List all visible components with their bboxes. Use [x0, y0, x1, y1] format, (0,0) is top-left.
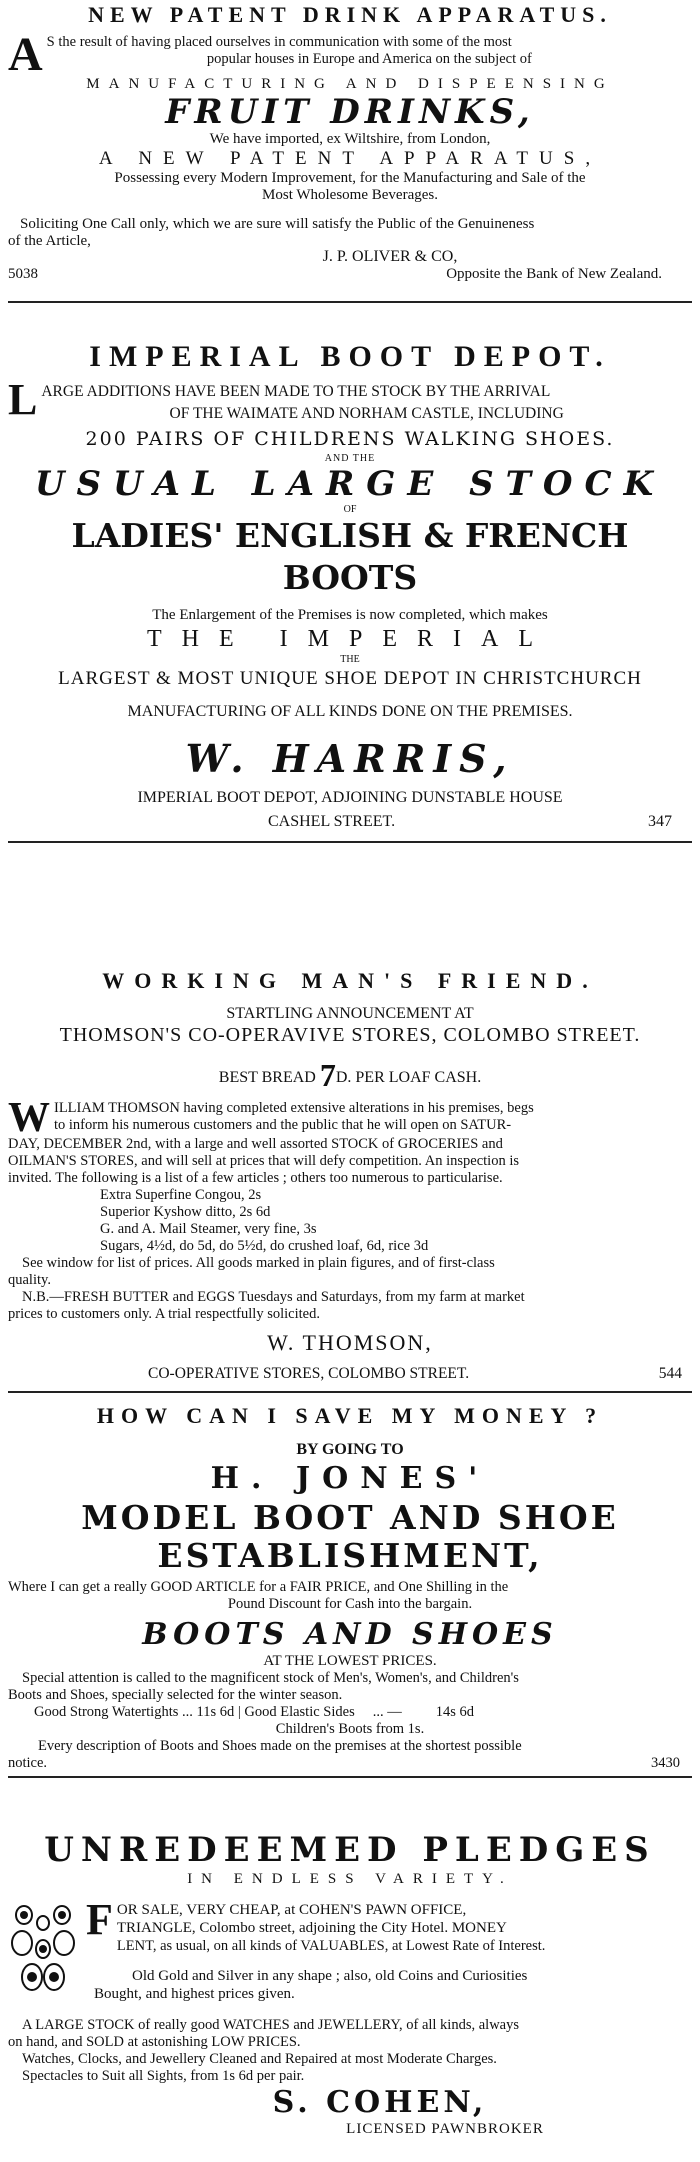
every-line: notice.	[8, 1755, 48, 1771]
licensed-line: LICENSED PAWNBROKER	[346, 2121, 544, 2137]
possessing-line: Most Wholesome Beverages.	[262, 187, 438, 203]
imperial-boot-depot-ad	[8, 339, 692, 967]
manufacturing-heading: MANUFACTURING AND DISPEENSING	[86, 76, 614, 92]
every-line: Every description of Boots and Shoes made on the premises at the shortest possible	[38, 1738, 522, 1754]
ladies-boots-heading: LADIES' ENGLISH & FRENCH BOOTS	[71, 516, 629, 597]
item-line: Superior Kyshow ditto, 2s 6d	[100, 1204, 271, 1220]
working-mans-friend-ad	[8, 967, 692, 1395]
boots-shoes-heading: BOOTS AND SHOES	[142, 1617, 558, 1652]
ad-title: IMPERIAL BOOT DEPOT.	[89, 340, 611, 373]
adjoining-line: IMPERIAL BOOT DEPOT, ADJOINING DUNSTABLE HOUSE	[137, 789, 563, 806]
of-label: OF	[343, 504, 357, 515]
startling-line: STARTLING ANNOUNCEMENT AT	[226, 1005, 474, 1022]
price-line: Good Strong Watertights ... 11s 6d | Good Elastic Sides	[34, 1704, 355, 1720]
ad-title: NEW PATENT DRINK APPARATUS.	[88, 2, 612, 27]
intro-line: popular houses in Europe and America on the subject of	[206, 51, 532, 67]
stock-line: A LARGE STOCK of really good WATCHES and JEWELLERY, of all kinds, always	[22, 2017, 519, 2033]
divider	[8, 1391, 692, 1393]
where-line: Pound Discount for Cash into the bargain.	[227, 1596, 473, 1612]
cohen-heading: S. COHEN,	[272, 2085, 488, 2120]
gold-line: Bought, and highest prices given.	[94, 1986, 295, 2002]
soliciting-line: of the Article,	[8, 233, 91, 249]
nb-line: N.B.—FRESH BUTTER and EGGS Tuesdays and Saturdays, from my farm at market	[22, 1289, 525, 1305]
imported-line: We have imported, ex Wiltshire, from London,	[209, 131, 491, 147]
soliciting-line: Soliciting One Call only, which we are sure will satisfy the Public of the Genuineness	[20, 216, 535, 232]
model-heading: MODEL BOOT AND SHOE	[81, 1498, 619, 1537]
price-value: 14s 6d	[435, 1704, 475, 1720]
divider	[8, 301, 692, 303]
unredeemed-pledges-ad	[8, 1831, 692, 2162]
largest-depot-line: LARGEST & MOST UNIQUE SHOE DEPOT IN CHRISTCHURCH	[58, 668, 642, 689]
depot-line: ARGE ADDITIONS HAVE BEEN MADE TO THE STOCK BY THE ARRIVAL	[41, 383, 551, 400]
spectacles-line: Spectacles to Suit all Sights, from 1s 6d per pair.	[22, 2068, 305, 2084]
fruit-drinks-heading: FRUIT DRINKS,	[165, 92, 535, 132]
ad-number: 347	[648, 813, 672, 830]
street-line: CASHEL STREET.	[268, 813, 396, 830]
variety-line: IN ENDLESS VARIETY.	[187, 1871, 513, 1887]
drop-cap: A	[8, 28, 43, 81]
the-label: THE	[340, 654, 360, 665]
watches-line: Watches, Clocks, and Jewellery Cleaned and Repaired at most Moderate Charges.	[22, 2051, 497, 2067]
ad-number: 5038	[8, 266, 38, 282]
item-line: Extra Superfine Congou, 2s	[100, 1187, 262, 1203]
item-line: G. and A. Mail Steamer, very fine, 3s	[100, 1221, 317, 1237]
and-the: AND THE	[324, 453, 376, 464]
divider	[8, 841, 692, 843]
jones-heading: H. JONES'	[210, 1461, 490, 1496]
children-line: Children's Boots from 1s.	[275, 1721, 425, 1737]
ad-number: 3430	[651, 1755, 680, 1771]
body-line: invited. The following is a list of a few articles ; others too numerous to particularise.	[8, 1170, 503, 1186]
body-line: to inform his numerous customers and the public that he will open on SATUR-	[54, 1117, 512, 1133]
manufacturing-line: MANUFACTURING OF ALL KINDS DONE ON THE PREMISES.	[127, 703, 573, 720]
special-line: Boots and Shoes, specially selected for the winter season.	[8, 1687, 343, 1703]
possessing-line: Possessing every Modern Improvement, for the Manufacturing and Sale of the	[114, 170, 586, 186]
usual-stock-heading: USUAL LARGE STOCK	[34, 464, 666, 504]
drop-cap: W	[8, 1095, 50, 1141]
drop-cap: L	[8, 375, 38, 424]
body-line: OILMAN'S STORES, and will sell at prices that will defy competition. An inspection is	[8, 1153, 520, 1169]
childrens-shoes-line: 200 PAIRS OF CHILDRENS WALKING SHOES.	[85, 428, 615, 450]
bread-label: BEST BREAD	[218, 1069, 316, 1086]
special-line: Special attention is called to the magnificent stock of Men's, Women's, and Children's	[22, 1670, 519, 1686]
establishment-heading: ESTABLISHMENT,	[157, 1536, 543, 1575]
sale-line: OR SALE, VERY CHEAP, at COHEN'S PAWN OFFICE,	[116, 1902, 467, 1918]
harris-heading: W. HARRIS,	[185, 736, 515, 781]
window-line: See window for list of prices. All goods marked in plain figures, and of first-class	[22, 1255, 495, 1271]
nb-line: prices to customers only. A trial respectfully solicited.	[8, 1306, 320, 1322]
ad-title: WORKING MAN'S FRIEND.	[102, 968, 598, 993]
ad-title: UNREDEEMED PLEDGES	[44, 1830, 656, 1870]
enlargement-line: The Enlargement of the Premises is now completed, which makes	[152, 607, 548, 623]
patent-heading: A NEW PATENT APPARATUS,	[98, 148, 602, 169]
lowest-prices: AT THE LOWEST PRICES.	[263, 1653, 437, 1669]
where-line: Where I can get a really GOOD ARTICLE for a FAIR PRICE, and One Shilling in the	[8, 1579, 509, 1595]
model-boot-shoe-ad	[8, 1401, 692, 1831]
signature: W. THOMSON,	[267, 1330, 433, 1355]
body-line: ILLIAM THOMSON having completed extensive alterations in his premises, begs	[54, 1100, 534, 1116]
sale-line: TRIANGLE, Colombo street, adjoining the City Hotel. MONEY	[116, 1920, 507, 1936]
bread-label-post: D. PER LOAF CASH.	[335, 1069, 482, 1086]
sale-line: LENT, as usual, on all kinds of VALUABLES, at Lowest Rate of Interest.	[116, 1938, 546, 1954]
firm-name: J. P. OLIVER & CO,	[322, 248, 458, 265]
window-line: quality.	[8, 1272, 51, 1288]
ad-number: 544	[658, 1365, 682, 1382]
jewellery-ornament-icon	[8, 1903, 78, 1995]
body-line: DAY, DECEMBER 2nd, with a large and well assorted STOCK of GROCERIES and	[8, 1136, 503, 1152]
price-dots: ... —	[372, 1704, 402, 1720]
stores-line: CO-OPERATIVE STORES, COLOMBO STREET.	[148, 1365, 470, 1382]
drink-apparatus-ad	[8, 0, 692, 325]
divider	[8, 1776, 692, 1778]
bread-price: 7	[319, 1057, 336, 1093]
by-going-to: BY GOING TO	[296, 1441, 404, 1458]
the-imperial-heading: THE IMPERIAL	[147, 626, 553, 652]
ad-title: HOW CAN I SAVE MY MONEY ?	[96, 1403, 604, 1428]
stock-line: on hand, and SOLD at astonishing LOW PRICES.	[8, 2034, 301, 2050]
thomsons-line: THOMSON'S CO-OPERAVIVE STORES, COLOMBO STREET.	[59, 1024, 641, 1046]
item-line: Sugars, 4½d, do 5d, do 5½d, do crushed loaf, 6d, rice 3d	[100, 1238, 429, 1254]
intro-line: S the result of having placed ourselves in communication with some of the most	[46, 34, 512, 50]
depot-line: OF THE WAIMATE AND NORHAM CASTLE, INCLUDING	[169, 405, 564, 422]
gold-line: Old Gold and Silver in any shape ; also, old Coins and Curiosities	[132, 1968, 528, 1984]
firm-address: Opposite the Bank of New Zealand.	[446, 266, 662, 282]
drop-cap: F	[86, 1895, 113, 1944]
